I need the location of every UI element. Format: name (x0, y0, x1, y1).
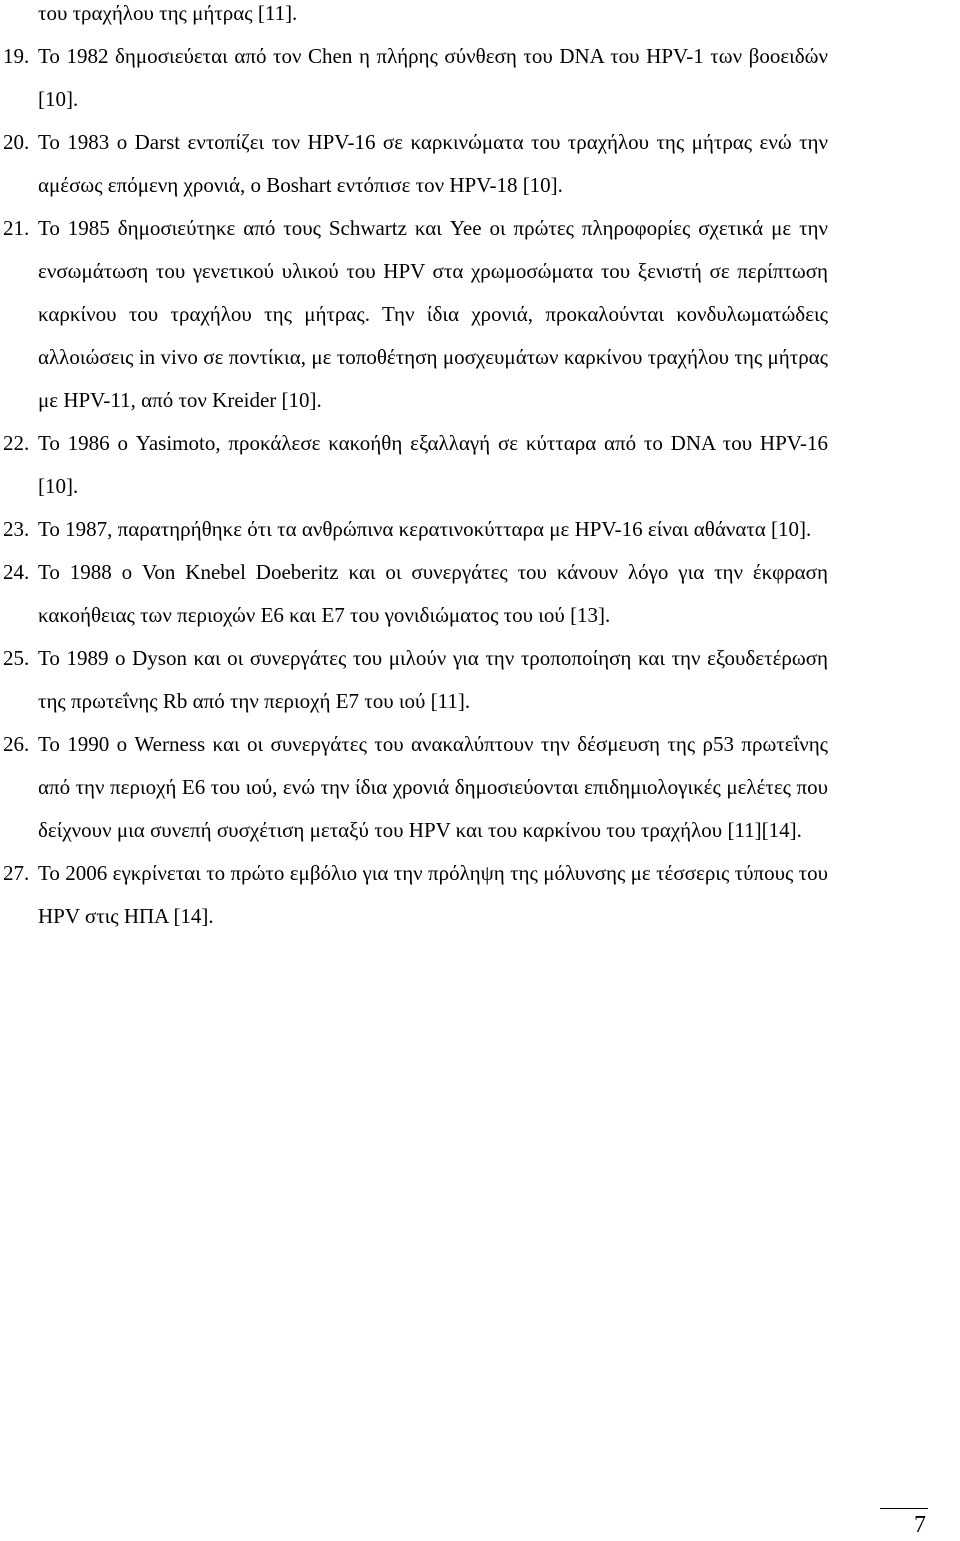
page-number-box (880, 1508, 928, 1541)
list-item (0, 508, 828, 551)
list-item-text: Το 1982 δημοσιεύεται από τον Chen η πλήρης σύνθεση του DNA του HPV-1 των βοοειδών [10]. (38, 44, 828, 111)
list-item-number: 20. (3, 130, 30, 154)
list-item-number: 21. (3, 216, 30, 240)
list-item (0, 723, 828, 852)
list-item-number: 19. (3, 44, 30, 68)
list-item-text: Το 2006 εγκρίνεται το πρώτο εμβόλιο για την πρόληψη της μόλυνσης με τέσσερις τύπους του HPV στις ΗΠΑ [14]. (38, 861, 828, 928)
page-number: 7 (914, 1512, 926, 1538)
list-item-number: 23. (3, 517, 30, 541)
list-item-number: 24. (3, 560, 30, 584)
list-item-number: 26. (3, 732, 30, 756)
list-item (0, 121, 828, 207)
list-item-text: Το 1988 ο Von Knebel Doeberitz και οι συνεργάτες του κάνουν λόγο για την έκφραση κακοήθειας των περιοχών E6 και E7 του γονιδιώματος του ιού [13]. (38, 560, 828, 627)
list-item-text: Το 1987, παρατηρήθηκε ότι τα ανθρώπινα κερατινοκύτταρα με HPV-16 είναι αθάνατα [10]. (38, 517, 812, 541)
list-item-number: 27. (3, 861, 30, 885)
list-item (0, 35, 828, 121)
list-item-text: Το 1986 ο Yasimoto, προκάλεσε κακοήθη εξαλλαγή σε κύτταρα από το DNA του HPV-16 [10]. (38, 431, 828, 498)
continued-text: του τραχήλου της μήτρας [11]. (38, 1, 298, 25)
list-item-text: Το 1983 ο Darst εντοπίζει τον HPV-16 σε καρκινώματα του τραχήλου της μήτρας ενώ την αμέσως επόμενη χρονιά, ο Boshart εντόπισε τον HPV-18 [10]. (38, 130, 828, 197)
list-item-text: Το 1989 ο Dyson και οι συνεργάτες του μιλούν για την τροποποίηση και την εξουδετέρωση της πρωτεΐνης Rb από την περιοχή E7 του ιού [11]. (38, 646, 828, 713)
continued-paragraph (0, 0, 828, 35)
list-item (0, 637, 828, 723)
list-item-text: Το 1990 ο Werness και οι συνεργάτες του ανακαλύπτουν την δέσμευση της ρ53 πρωτεΐνης από την περιοχή E6 του ιού, ενώ την ίδια χρονιά δημοσιεύονται επιδημιολογικές μελέτες που δείχνουν μια συνεπή συσχέτιση μεταξύ του HPV και του καρκίνου του τραχήλου [11][14]. (38, 732, 828, 842)
list-item-number: 25. (3, 646, 30, 670)
list-item (0, 852, 828, 938)
list-item (0, 422, 828, 508)
list-item (0, 551, 828, 637)
list-item (0, 207, 828, 422)
list-item-text: Το 1985 δημοσιεύτηκε από τους Schwartz και Yee οι πρώτες πληροφορίες σχετικά με την ενσωμάτωση του γενετικού υλικού του HPV στα χρωμοσώματα του ξενιστή σε περίπτωση καρκίνου του τραχήλου της μήτρας. Την ίδια χρονιά, προκαλούνται κονδυλωματώδεις αλλοιώσεις in vivo σε ποντίκια, με τοποθέτηση μοσχευμάτων καρκίνου τραχήλου της μήτρας με HPV-11, από τον Kreider [10]. (38, 216, 828, 412)
list-item-number: 22. (3, 431, 30, 455)
